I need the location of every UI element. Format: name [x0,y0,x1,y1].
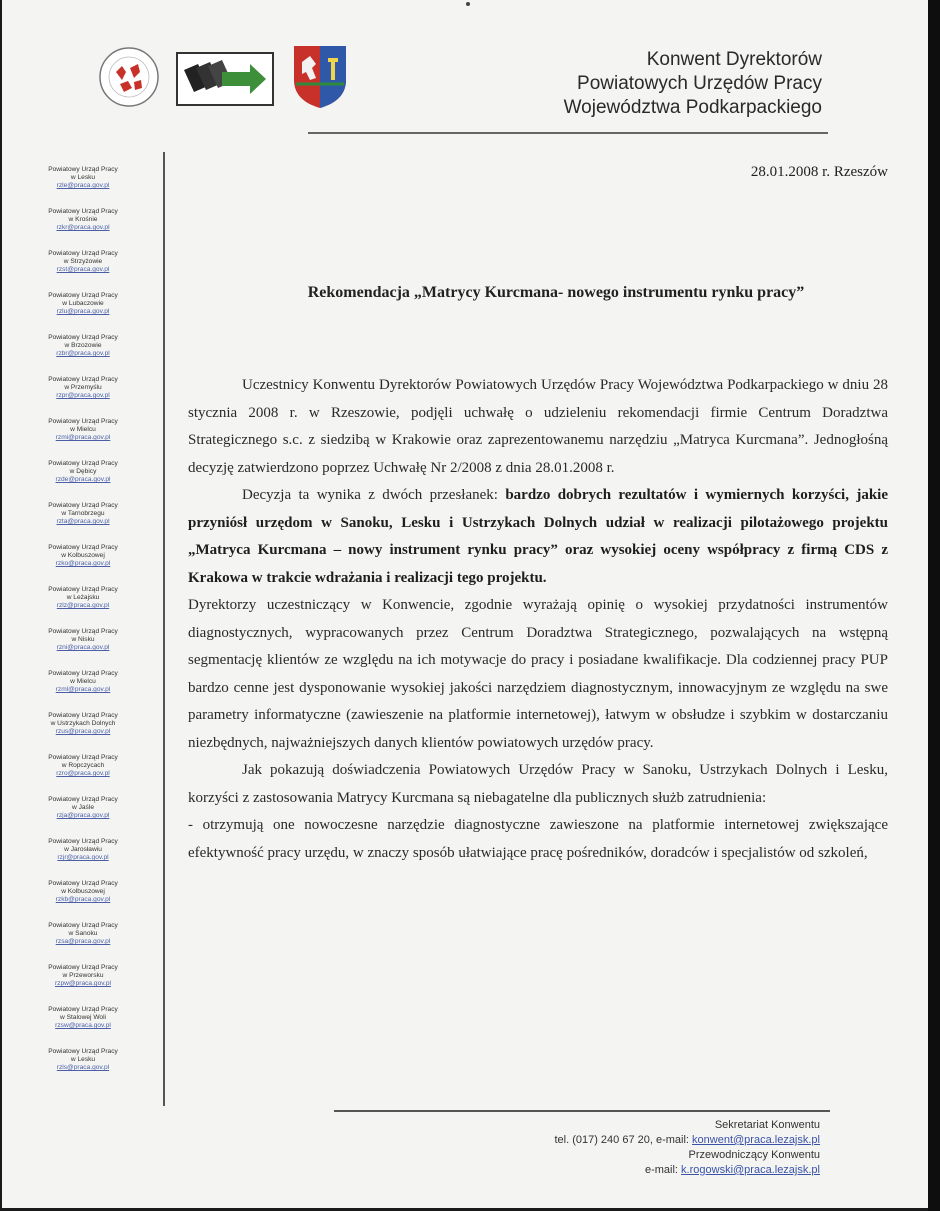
crest-logo [292,44,348,110]
office-name: Powiatowy Urząd Pracy [48,838,118,845]
office-email[interactable]: rzkb@praca.gov.pl [55,896,111,904]
secretariat-email-link[interactable]: konwent@praca.lezajsk.pl [692,1134,820,1146]
office-city: w Stalowej Woli [59,1014,107,1022]
paragraph-2-intro: Decyzja ta wynika z dwóch przesłanek: [242,487,506,503]
office-email[interactable]: rzlz@praca.gov.pl [56,602,110,610]
office-entry [24,250,142,292]
chair-label: Przewodniczący Konwentu [688,1149,820,1161]
office-city: w Dębicy [69,468,97,476]
office-name: Powiatowy Urząd Pracy [48,628,118,635]
chair-email-link[interactable]: k.rogowski@praca.lezajsk.pl [681,1164,820,1176]
office-entry [24,1006,142,1048]
office-email[interactable]: rzde@praca.gov.pl [55,476,111,484]
office-city: w Jaśle [72,804,94,812]
office-email[interactable]: rzlu@praca.gov.pl [56,308,110,316]
office-name: Powiatowy Urząd Pracy [48,922,118,929]
office-city: w Brzozowie [64,342,102,350]
office-entry [24,922,142,964]
letter-date: 28.01.2008 r. Rzeszów [750,164,888,180]
office-entry [24,502,142,544]
paragraph-3: Dyrektorzy uczestniczący w Konwencie, zgodnie wyrażają opinię o wysokiej przydatności instrumentów diagnostycznych, wypracowanych przez Centrum Doradztwa Strategicznego, pozwalających na wstępną segmentację klientów ze względu na ich motywacje do pracy i posiadane kwalifikacje. Dla codziennej pracy PUP bardzo cenne jest dysponowanie wysokiej jakości narzędziem diagnostycznym, innowacyjnym ze względu na swe parametry informatyczne (zawieszenie na platformie internetowej), łatwym w obsłudze i szybkim w dostarczaniu niezbędnych, najważniejszych danych klientów powiatowych urzędów pracy. [188,597,888,751]
office-city: w Jarosławiu [64,846,102,854]
office-city: w Mielcu [70,426,96,434]
paragraph-5: - otrzymują one nowoczesne narzędzie diagnostyczne zawieszone na platformie internetowej zwiększające efektywność pracy urzędu, w znaczy sposób ułatwiające pracę pośredników, doradców i specjalistów od szkoleń, [188,817,888,861]
office-email[interactable]: rzpw@praca.gov.pl [54,980,112,988]
office-entry [24,544,142,586]
office-name: Powiatowy Urząd Pracy [48,376,118,383]
sidebar-divider [163,152,165,1106]
office-city: w Ropczycach [61,762,105,770]
paragraph-1: Uczestnicy Konwentu Dyrektorów Powiatowych Urzędów Pracy Województwa Podkarpackiego w dniu 28 stycznia 2008 r. w Rzeszowie, podjęli uchwałę o udzieleniu rekomendacji firmie Centrum Doradztwa Strategicznego s.c. z siedzibą w Krakowie oraz zaprezentowanemu narzędziu „Matryca Kurcmana”. Jednogłośną decyzję zatwierdzono poprzez Uchwałę Nr 2/2008 z dnia 28.01.2008 r. [188,377,888,476]
chair-email-prefix: e-mail: [644,1164,682,1176]
office-name: Powiatowy Urząd Pracy [48,418,118,425]
office-name: Powiatowy Urząd Pracy [48,1048,118,1055]
office-city: w Ustrzykach Dolnych [50,720,116,728]
office-name: Powiatowy Urząd Pracy [48,544,118,551]
office-name: Powiatowy Urząd Pracy [48,670,118,677]
office-entry [24,838,142,880]
secretariat-contact [382,1133,820,1148]
footer-divider [334,1110,830,1112]
office-name: Powiatowy Urząd Pracy [48,334,118,341]
office-entry [24,880,142,922]
office-name: Powiatowy Urząd Pracy [48,292,118,299]
office-name: Powiatowy Urząd Pracy [48,460,118,467]
org-line-1: Konwent Dyrektorów [646,49,822,70]
office-email[interactable]: rzst@praca.gov.pl [56,266,110,274]
scan-border [928,0,940,1211]
office-email[interactable]: rzni@praca.gov.pl [56,644,110,652]
office-email[interactable]: rzjr@praca.gov.pl [57,854,109,862]
header-divider [308,132,828,134]
office-email[interactable]: rzro@praca.gov.pl [56,770,110,778]
office-entry [24,418,142,460]
office-city: w Krośnie [68,216,98,224]
office-entry [24,754,142,796]
letter-title: Rekomendacja „Matrycy Kurcmana- nowego instrumentu rynku pracy” [307,284,805,301]
office-entry [24,166,142,208]
office-email[interactable]: rzja@praca.gov.pl [56,812,110,820]
office-city: w Lesku [70,174,96,182]
office-entry [24,292,142,334]
office-list [24,166,142,1090]
office-city: w Strzyżowie [63,258,103,266]
office-entry [24,964,142,1006]
office-entry [24,1048,142,1090]
office-email[interactable]: rzta@praca.gov.pl [56,518,110,526]
office-entry [24,208,142,250]
office-email[interactable]: rzus@praca.gov.pl [55,728,111,736]
office-email[interactable]: rzle@praca.gov.pl [56,182,110,190]
office-city: w Leżajsku [66,594,100,602]
org-line-3: Województwa Podkarpackiego [563,97,822,118]
office-city: w Przemyślu [64,384,102,392]
paragraph-4: Jak pokazują doświadczenia Powiatowych Urzędów Pracy w Sanoku, Ustrzykach Dolnych i Lesku, korzyści z zastosowania Matrycy Kurcmana są niebagatelne dla publicznych służb zatrudnienia: [188,762,888,806]
office-name: Powiatowy Urząd Pracy [48,1006,118,1013]
office-name: Powiatowy Urząd Pracy [48,754,118,761]
office-city: w Mielcu [70,678,96,686]
office-name: Powiatowy Urząd Pracy [48,250,118,257]
office-name: Powiatowy Urząd Pracy [48,586,118,593]
office-city: w Kolbuszowej [61,552,105,560]
office-entry [24,586,142,628]
office-entry [24,712,142,754]
paragraph-2 [188,482,888,592]
office-email[interactable]: rzpr@praca.gov.pl [56,392,110,400]
paragraph-2-bold: bardzo dobrych rezultatów i wymiernych korzyści, jakie przyniósł urzędom w Sanoku, Lesku i Ustrzykach Dolnych udział w realizacji pilotażowego projektu „Matryca Kurcmana – nowy instrument rynku pracy” oraz wysokiej oceny współpracy z firmą CDS z Krakowa w trakcie wdrażania i realizacji tego projektu. [188,487,888,586]
seal-logo [96,46,162,108]
office-entry [24,376,142,418]
office-name: Powiatowy Urząd Pracy [48,166,118,173]
office-city: w Sanoku [68,930,98,938]
letter-body [188,372,888,867]
office-city: w Tarnobrzegu [61,510,105,518]
chair-contact [382,1163,820,1178]
office-name: Powiatowy Urząd Pracy [48,712,118,719]
office-name: Powiatowy Urząd Pracy [48,208,118,215]
office-email[interactable]: rzkr@praca.gov.pl [56,224,110,232]
office-email[interactable]: rzml@praca.gov.pl [55,686,111,694]
office-email[interactable]: rzsw@praca.gov.pl [55,1022,111,1030]
office-email[interactable]: rzbr@praca.gov.pl [56,350,110,358]
office-name: Powiatowy Urząd Pracy [48,502,118,509]
office-entry [24,460,142,502]
office-city: w Kolbuszowej [61,888,105,896]
office-entry [24,670,142,712]
scan-speck [466,2,470,6]
office-city: w Przeworsku [62,972,104,980]
office-name: Powiatowy Urząd Pracy [48,964,118,971]
office-email[interactable]: rzls@praca.gov.pl [56,1064,110,1072]
org-line-2: Powiatowych Urzędów Pracy [577,73,822,94]
office-email[interactable]: rzsa@praca.gov.pl [55,938,111,946]
secretariat-label: Sekretariat Konwentu [714,1119,820,1131]
office-email[interactable]: rzko@praca.gov.pl [55,560,111,568]
office-city: w Lesku [70,1056,96,1064]
office-entry [24,796,142,838]
office-email[interactable]: rzmi@praca.gov.pl [55,434,111,442]
arrows-logo [176,52,274,106]
office-city: w Nisku [71,636,95,644]
office-name: Powiatowy Urząd Pracy [48,880,118,887]
letter-page [2,0,928,1208]
office-entry [24,628,142,670]
organization-name [502,48,822,120]
letter-footer [382,1118,820,1178]
office-entry [24,334,142,376]
office-city: w Lubaczowie [62,300,104,308]
phone-text: tel. (017) 240 67 20, e-mail: [554,1134,693,1146]
office-name: Powiatowy Urząd Pracy [48,796,118,803]
